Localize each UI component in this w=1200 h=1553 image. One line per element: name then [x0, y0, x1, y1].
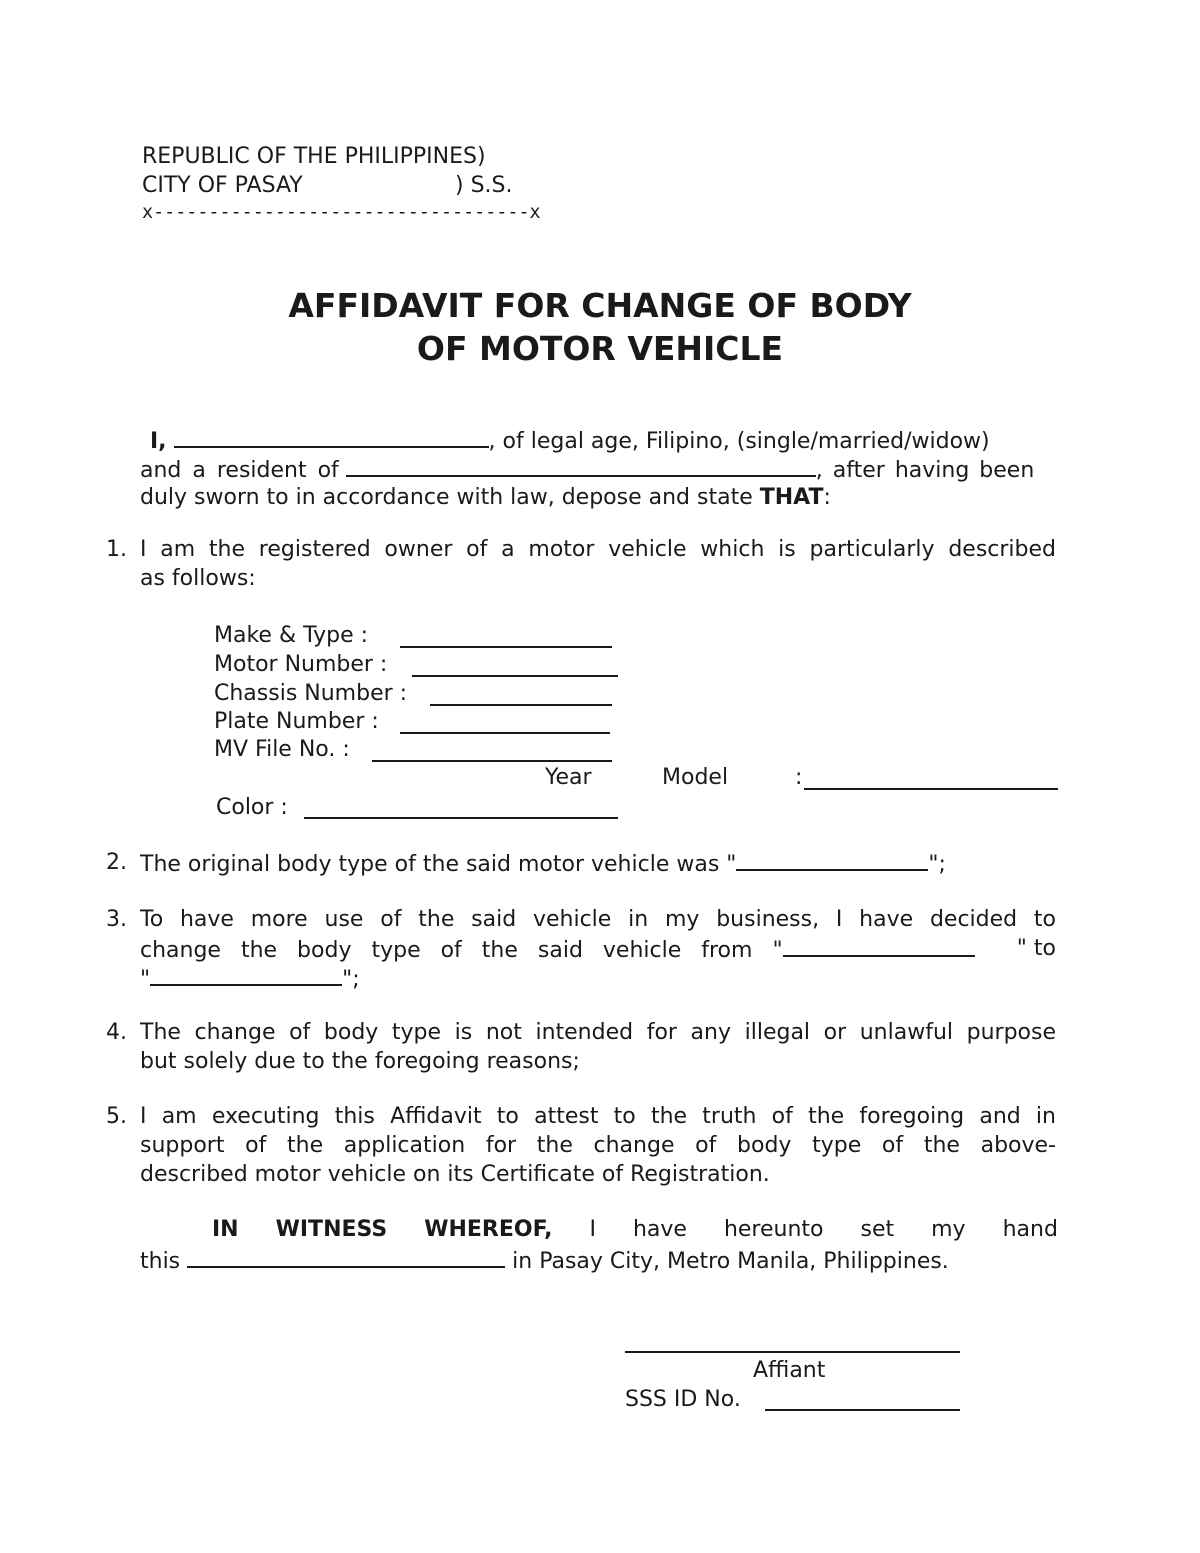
intro-line2	[140, 455, 1034, 485]
witness-in: IN	[212, 1217, 239, 1242]
field-motor-number-label: Motor Number :	[214, 652, 388, 677]
document-title-line1: AFFIDAVIT FOR CHANGE OF BODY	[288, 286, 912, 325]
item3-line1: To have more use of the said vehicle in my business, I have decided to	[140, 907, 1056, 932]
witness-place: in Pasay City, Metro Manila, Philippines.	[512, 1249, 949, 1274]
witness-hereunto: hereunto	[723, 1217, 824, 1242]
signature-line[interactable]	[625, 1351, 960, 1353]
witness-whereof: WHEREOF,	[424, 1217, 553, 1242]
item5-line3: described motor vehicle on its Certificate of Registration.	[140, 1162, 770, 1187]
item3-line3	[140, 964, 360, 994]
header-republic: REPUBLIC OF THE PHILIPPINES)	[142, 144, 486, 169]
field-model-colon: :	[795, 765, 803, 790]
motor-number-blank[interactable]	[412, 675, 618, 677]
chassis-number-blank[interactable]	[430, 704, 612, 706]
item5-number: 5.	[106, 1104, 127, 1129]
item1-line2: as follows:	[140, 566, 256, 591]
item5-line1: I am executing this Affidavit to attest to the truth of the foregoing and in	[140, 1104, 1056, 1129]
header-city: CITY OF PASAY	[142, 173, 303, 198]
item4-number: 4.	[106, 1020, 127, 1045]
witness-have: have	[632, 1217, 687, 1242]
sss-id-blank[interactable]	[765, 1409, 960, 1411]
witness-set: set	[860, 1217, 895, 1242]
intro-line3	[140, 484, 831, 512]
year-model-blank[interactable]	[804, 788, 1058, 790]
intro-that: THAT	[759, 485, 824, 510]
affiant-label: Affiant	[753, 1358, 826, 1383]
item2-close: ";	[928, 852, 946, 877]
field-make-type-label: Make & Type :	[214, 623, 369, 648]
sss-id-label: SSS ID No.	[625, 1387, 741, 1412]
mv-file-blank[interactable]	[372, 760, 612, 762]
field-chassis-number-label: Chassis Number :	[214, 681, 408, 706]
item2-text: The original body type of the said motor vehicle was "	[140, 852, 737, 877]
name-blank[interactable]	[174, 426, 489, 448]
intro-resident: and a resident of	[140, 458, 339, 483]
witness-witness: WITNESS	[275, 1217, 388, 1242]
item1-line1: I am the registered owner of a motor vehicle which is particularly described	[140, 537, 1056, 562]
witness-my: my	[931, 1217, 966, 1242]
intro-i: I,	[150, 429, 167, 454]
item3-text: change the body type of the said vehicle from "	[140, 938, 783, 963]
item3-number: 3.	[106, 907, 127, 932]
intro-after-residence: , after having been	[815, 458, 1035, 483]
header-separator: x----------------------------------x	[142, 202, 541, 223]
plate-number-blank[interactable]	[400, 732, 610, 734]
field-year-label: Year	[545, 765, 592, 790]
item4-line1: The change of body type is not intended for any illegal or unlawful purpose	[140, 1020, 1056, 1045]
item2-number: 2.	[106, 850, 127, 875]
witness-i: I	[589, 1217, 596, 1242]
witness-this: this	[140, 1249, 181, 1274]
document-title-line2: OF MOTOR VEHICLE	[416, 329, 784, 368]
item1-number: 1.	[106, 537, 127, 562]
field-plate-number-label: Plate Number :	[214, 709, 379, 734]
witness-line1	[212, 1216, 1058, 1244]
intro-sworn: duly sworn to in accordance with law, depose and state	[140, 485, 753, 510]
field-mv-file-label: MV File No. :	[214, 737, 350, 762]
residence-blank[interactable]	[346, 455, 816, 477]
witness-line2	[140, 1246, 949, 1276]
item4-line2: but solely due to the foregoing reasons;	[140, 1049, 580, 1074]
item3-open-quote: "	[140, 967, 151, 992]
date-blank[interactable]	[187, 1246, 505, 1268]
item3-close: ";	[342, 967, 360, 992]
from-body-type-blank[interactable]	[783, 935, 975, 957]
item5-line2: support of the application for the change of body type of the above-	[140, 1133, 1056, 1158]
color-blank[interactable]	[304, 817, 618, 819]
item2-line	[140, 849, 946, 879]
intro-colon: :	[823, 485, 831, 510]
field-model-label: Model	[662, 765, 729, 790]
to-body-type-blank[interactable]	[150, 964, 342, 986]
field-color-label: Color :	[216, 795, 288, 820]
item3-line2	[140, 935, 1056, 965]
header-ss: ) S.S.	[455, 173, 513, 198]
intro-line1	[150, 426, 990, 456]
make-type-blank[interactable]	[400, 646, 612, 648]
intro-after-name: , of legal age, Filipino, (single/married/widow)	[488, 429, 990, 454]
item3-to: " to	[1016, 936, 1056, 961]
original-body-type-blank[interactable]	[736, 849, 928, 871]
witness-hand: hand	[1002, 1217, 1058, 1242]
